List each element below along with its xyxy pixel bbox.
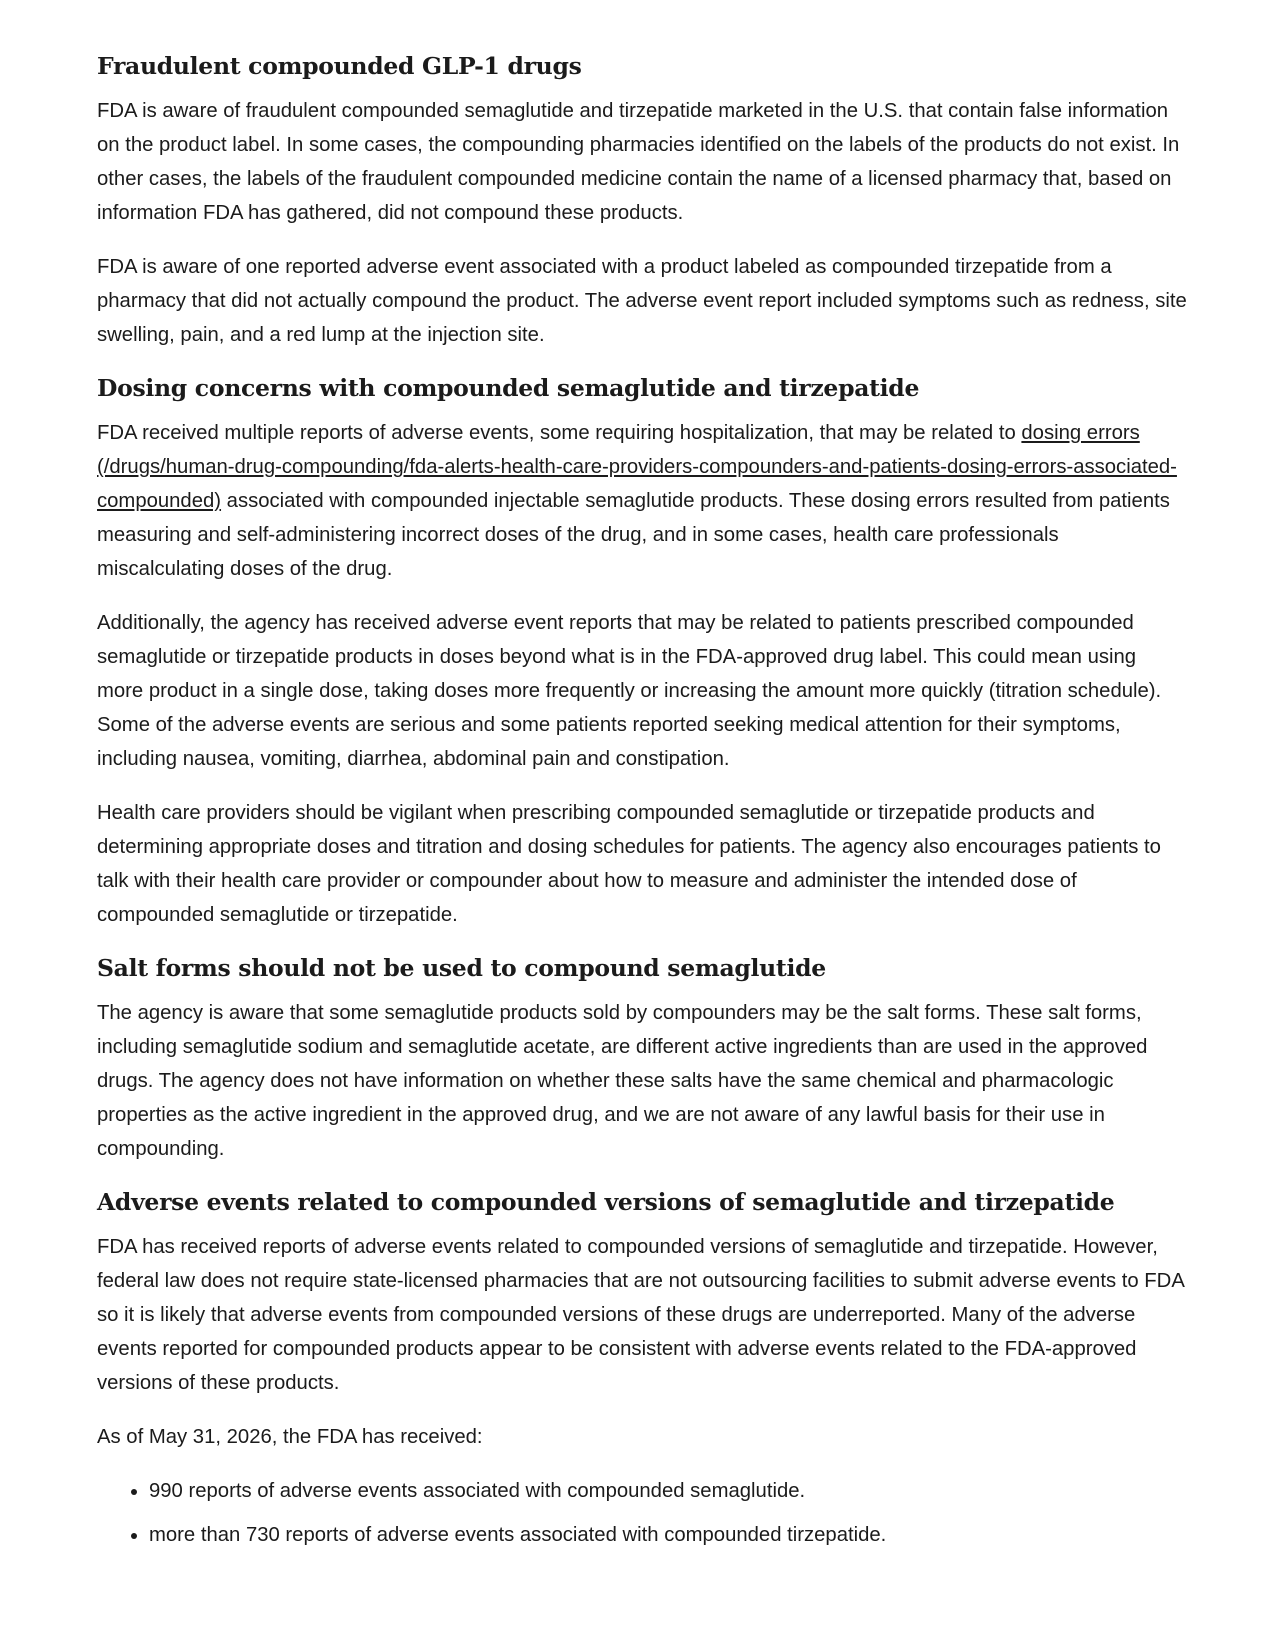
section-fraudulent-drugs	[97, 50, 1187, 352]
section-heading: Dosing concerns with compounded semaglutide and tirzepatide	[97, 374, 920, 402]
paragraph-text: FDA received multiple reports of adverse events, some requiring hospitalization, that may be related to	[97, 422, 1022, 444]
paragraph-text: associated with compounded injectable semaglutide products. These dosing errors resulted from patients measuring and self-administering incorrect doses of the drug, and in some cases, health care professionals miscalculating doses of the drug.	[97, 490, 1170, 580]
section-heading: Adverse events related to compounded versions of semaglutide and tirzepatide	[97, 1188, 1115, 1216]
paragraph-with-link	[97, 416, 1187, 586]
paragraph: FDA is aware of fraudulent compounded semaglutide and tirzepatide marketed in the U.S. that contain false information on the product label. In some cases, the compounding pharmacies identified on the labels of the products do not exist. In other cases, the labels of the fraudulent compounded medicine contain the name of a licensed pharmacy that, based on information FDA has gathered, did not compound these products.	[97, 100, 1180, 224]
section-adverse-events	[97, 1186, 1187, 1552]
article-content	[97, 50, 1187, 1562]
paragraph: Health care providers should be vigilant when prescribing compounded semaglutide or tirzepatide products and determining appropriate doses and titration and dosing schedules for patients. The agency also encourages patients to talk with their health care provider or compounder about how to measure and administer the intended dose of compounded semaglutide or tirzepatide.	[97, 802, 1161, 926]
section-dosing-concerns	[97, 372, 1187, 932]
paragraph: As of May 31, 2026, the FDA has received:	[97, 1426, 483, 1448]
section-salt-forms	[97, 952, 1187, 1166]
section-heading: Fraudulent compounded GLP-1 drugs	[97, 52, 582, 80]
dosing-errors-link[interactable]: dosing errors (/drugs/human-drug-compounding/fda-alerts-health-care-providers-compounders-and-patients-dosing-errors-associated-compounded)	[97, 422, 1177, 512]
list-item: • more than 730 reports of adverse events associated with compounded tirzepatide.	[149, 1518, 1187, 1552]
paragraph: FDA has received reports of adverse events related to compounded versions of semaglutide and tirzepatide. However, federal law does not require state-licensed pharmacies that are not outsourcing facilities to submit adverse events to FDA so it is likely that adverse events from compounded versions of these drugs are underreported. Many of the adverse events reported for compounded products appear to be consistent with adverse events related to the FDA-approved versions of these products.	[97, 1236, 1184, 1394]
list-item: • 990 reports of adverse events associated with compounded semaglutide.	[149, 1474, 1187, 1508]
paragraph: Additionally, the agency has received adverse event reports that may be related to patients prescribed compounded semaglutide or tirzepatide products in doses beyond what is in the FDA-approved drug label. This could mean using more product in a single dose, taking doses more frequently or increasing the amount more quickly (titration schedule). Some of the adverse events are serious and some patients reported seeking medical attention for their symptoms, including nausea, vomiting, diarrhea, abdominal pain and constipation.	[97, 612, 1162, 770]
adverse-event-counts-list	[97, 1474, 1187, 1552]
section-heading: Salt forms should not be used to compound semaglutide	[97, 954, 826, 982]
paragraph: FDA is aware of one reported adverse event associated with a product labeled as compounded tirzepatide from a pharmacy that did not actually compound the product. The adverse event report included symptoms such as redness, site swelling, pain, and a red lump at the injection site.	[97, 256, 1187, 346]
paragraph: The agency is aware that some semaglutide products sold by compounders may be the salt forms. These salt forms, including semaglutide sodium and semaglutide acetate, are different active ingredients than are used in the approved drugs. The agency does not have information on whether these salts have the same chemical and pharmacologic properties as the active ingredient in the approved drug, and we are not aware of any lawful basis for their use in compounding.	[97, 1002, 1148, 1160]
